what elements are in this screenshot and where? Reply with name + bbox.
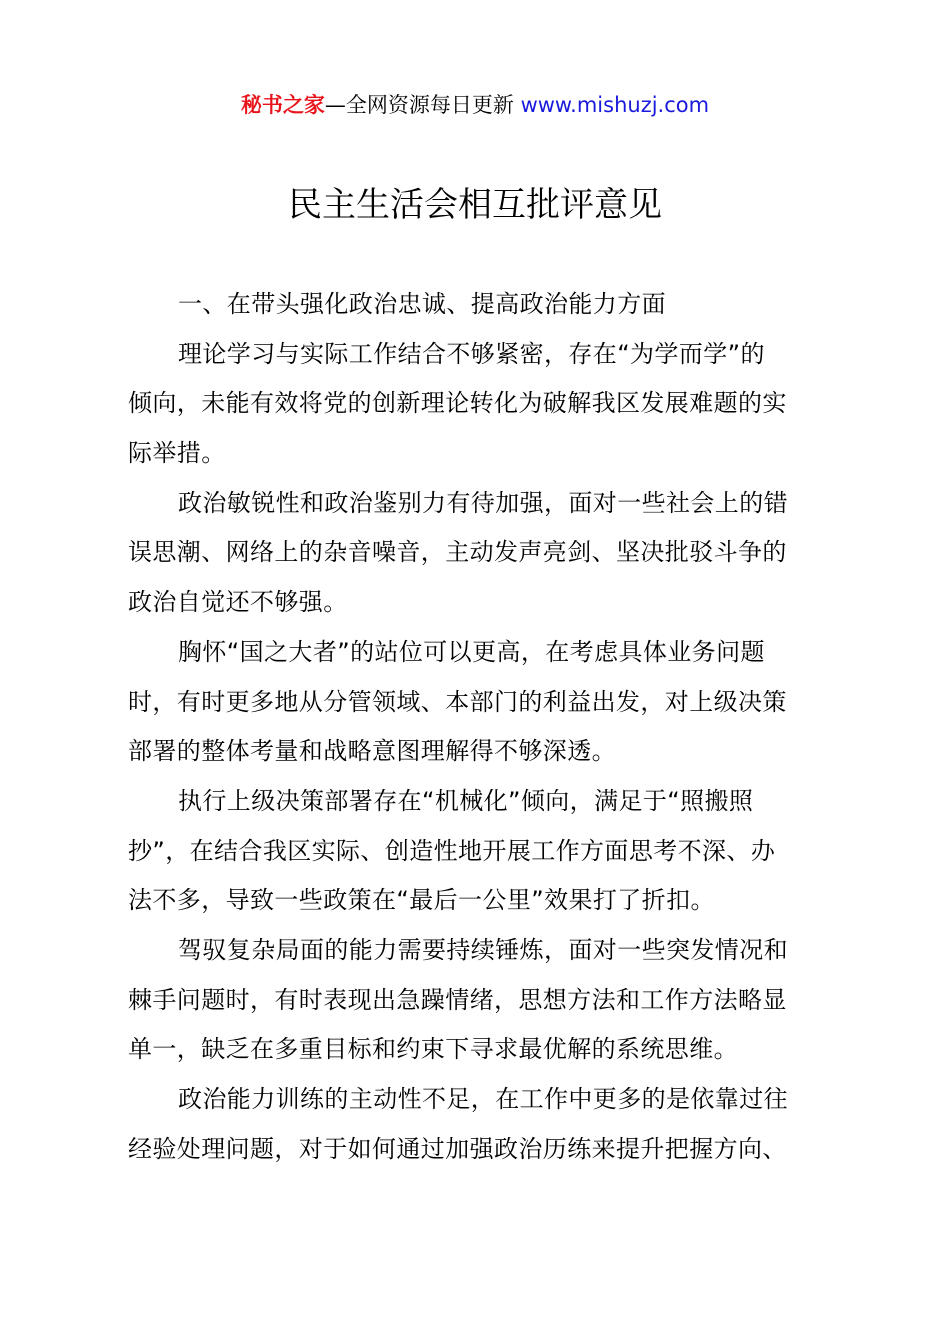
- text-line: 驾驭复杂局面的能力需要持续锤炼，面对一些突发情况和: [178, 935, 788, 964]
- site-banner: [0, 88, 950, 122]
- text-line: 经验处理问题，对于如何通过加强政治历练来提升把握方向、: [128, 1134, 787, 1163]
- text-line: 政治自觉还不够强。: [128, 588, 348, 617]
- paragraph: [128, 479, 838, 628]
- document-title: 民主生活会相互批评意见: [288, 185, 662, 225]
- text-line: 时，有时更多地从分管领域、本部门的利益出发，对上级决策: [128, 687, 787, 716]
- text-line: 政治能力训练的主动性不足，在工作中更多的是依靠过往: [178, 1085, 788, 1113]
- text-line: 棘手问题时，有时表现出急躁情绪，思想方法和工作方法略显: [128, 985, 787, 1014]
- text-line: 部署的整体考量和战略意图理解得不够深透。: [128, 737, 616, 766]
- section-heading: [128, 280, 838, 330]
- text-line: 一、在带头强化政治忠诚、提高政治能力方面: [178, 290, 666, 318]
- paragraph: [128, 628, 838, 777]
- text-line: 胸怀“国之大者”的站位可以更高，在考虑具体业务问题: [178, 637, 765, 666]
- brand-name: 秘书之家: [240, 93, 325, 117]
- paragraph: [128, 926, 838, 1075]
- text-line: 法不多，导致一些政策在“最后一公里”效果打了折扣。: [128, 886, 715, 915]
- site-url-link[interactable]: www.mishuzj.com: [520, 93, 710, 117]
- text-line: 执行上级决策部署存在“机械化”倾向，满足于“照搬照: [178, 786, 754, 815]
- paragraph: [128, 330, 838, 479]
- paragraph: [128, 1075, 838, 1174]
- document-body: [128, 280, 838, 1174]
- text-line: 单一，缺乏在多重目标和约束下寻求最优解的系统思维。: [128, 1035, 738, 1064]
- text-line: 误思潮、网络上的杂音噪音，主动发声亮剑、坚决批驳斗争的: [128, 538, 787, 567]
- text-line: 倾向，未能有效将党的创新理论转化为破解我区发展难题的实: [128, 389, 787, 418]
- paragraph: [128, 777, 838, 926]
- text-line: 抄”，在结合我区实际、创造性地开展工作方面思考不深、办: [128, 836, 776, 865]
- slogan: —全网资源每日更新: [324, 93, 514, 117]
- text-line: 理论学习与实际工作结合不够紧密，存在“为学而学”的: [178, 339, 765, 368]
- text-line: 际举措。: [128, 439, 226, 468]
- text-line: 政治敏锐性和政治鉴别力有待加强，面对一些社会上的错: [178, 488, 788, 517]
